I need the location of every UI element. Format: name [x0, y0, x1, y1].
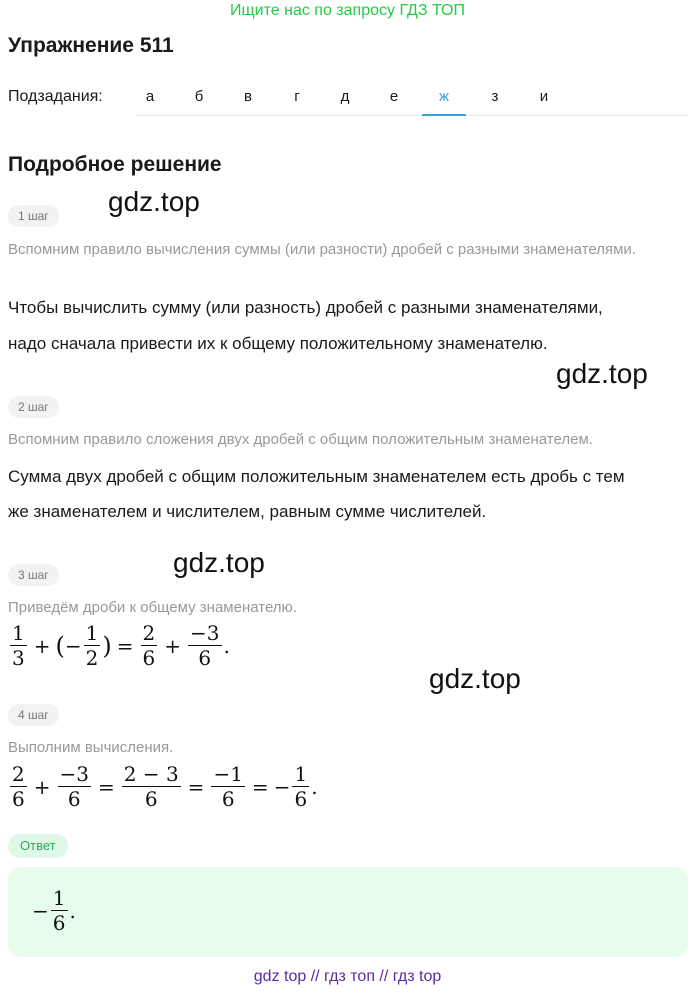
equation: [8, 763, 318, 810]
fraction: [84, 622, 101, 669]
period: .: [311, 774, 318, 799]
watermark: gdz.top: [108, 186, 200, 217]
fraction: [292, 763, 309, 810]
fraction: [141, 622, 158, 669]
tab-i[interactable]: и: [539, 88, 549, 105]
denominator: 3: [12, 646, 25, 670]
tab-b[interactable]: б: [194, 88, 204, 105]
step-badge: 1 шаг: [8, 205, 59, 227]
fraction: [10, 622, 27, 669]
plus-sign: +: [164, 633, 182, 658]
minus-sign: −: [64, 633, 82, 658]
numerator: 1: [294, 762, 308, 786]
open-paren: (: [55, 631, 65, 660]
tab-v[interactable]: в: [244, 88, 252, 105]
numerator: −3: [190, 621, 220, 645]
step-badge: 2 шаг: [8, 396, 59, 418]
denominator: 6: [67, 787, 81, 811]
step-hint: Вспомним правило сложения двух дробей с общим положительным знаменателем.: [8, 431, 593, 448]
subtasks-label: Подзадания:: [8, 88, 103, 105]
denominator: 6: [52, 911, 66, 935]
numerator: 1: [12, 621, 25, 645]
step-hint: Вспомним правило вычисления суммы (или разности) дробей с разными знаменателями.: [8, 241, 636, 258]
equals-sign: =: [187, 774, 205, 799]
plus-sign: +: [33, 774, 51, 799]
tab-d[interactable]: д: [340, 88, 350, 105]
denominator: 6: [221, 787, 235, 811]
step-text-line: Чтобы вычислить сумму (или разность) дробей с разными знаменателями,: [8, 298, 603, 317]
fraction: [122, 763, 181, 810]
denominator: 6: [12, 787, 25, 811]
tab-g[interactable]: г: [294, 88, 300, 105]
plus-sign: +: [33, 633, 51, 658]
denominator: 6: [144, 787, 158, 811]
tab-a[interactable]: а: [145, 88, 155, 105]
step-hint: Приведём дроби к общему знаменателю.: [8, 599, 297, 616]
period: .: [69, 898, 76, 923]
watermark: gdz.top: [429, 663, 521, 694]
subtasks-nav: [8, 86, 688, 116]
fraction: [211, 763, 244, 810]
denominator: 6: [142, 646, 156, 670]
fraction: [10, 763, 27, 810]
numerator: 2 − 3: [123, 762, 179, 786]
numerator: 1: [52, 886, 66, 910]
tab-zh[interactable]: ж: [422, 88, 466, 116]
section-title: Подробное решение: [8, 153, 222, 176]
search-hint-banner: Ищите нас по запросу ГДЗ ТОП: [230, 2, 465, 19]
answer-badge: Ответ: [8, 834, 68, 858]
watermark: gdz.top: [556, 358, 648, 389]
step-text-line: же знаменателем и числителем, равным сумме числителей.: [8, 502, 487, 521]
denominator: 6: [198, 646, 212, 670]
numerator: −1: [213, 762, 243, 786]
fraction: [188, 622, 221, 669]
step-text-line: Сумма двух дробей с общим положительным знаменателем есть дробь с тем: [8, 467, 625, 486]
tab-e[interactable]: е: [389, 88, 399, 105]
fraction: [51, 887, 68, 934]
close-paren: ): [102, 631, 112, 660]
period: .: [223, 633, 230, 658]
answer-equation: [32, 887, 76, 934]
minus-sign: −: [273, 774, 291, 799]
numerator: −3: [59, 762, 89, 786]
numerator: 2: [12, 762, 25, 786]
equals-sign: =: [97, 774, 115, 799]
denominator: 6: [294, 787, 308, 811]
page-title: Упражнение 511: [8, 34, 174, 57]
step-badge: 4 шаг: [8, 704, 59, 726]
footer-links[interactable]: gdz top // гдз топ // гдз top: [253, 968, 442, 985]
equals-sign: =: [251, 774, 269, 799]
fraction: [58, 763, 91, 810]
step-text-line: надо сначала привести их к общему положительному знаменателю.: [8, 334, 548, 353]
step-badge: 3 шаг: [8, 564, 59, 586]
watermark: gdz.top: [173, 547, 265, 578]
numerator: 2: [142, 621, 156, 645]
denominator: 2: [85, 646, 99, 670]
equals-sign: =: [116, 633, 134, 658]
answer-box: [8, 867, 688, 957]
equation: [8, 622, 230, 669]
numerator: 1: [85, 621, 99, 645]
step-hint: Выполним вычисления.: [8, 739, 174, 756]
minus-sign: −: [32, 898, 49, 923]
tab-z[interactable]: з: [491, 88, 499, 105]
